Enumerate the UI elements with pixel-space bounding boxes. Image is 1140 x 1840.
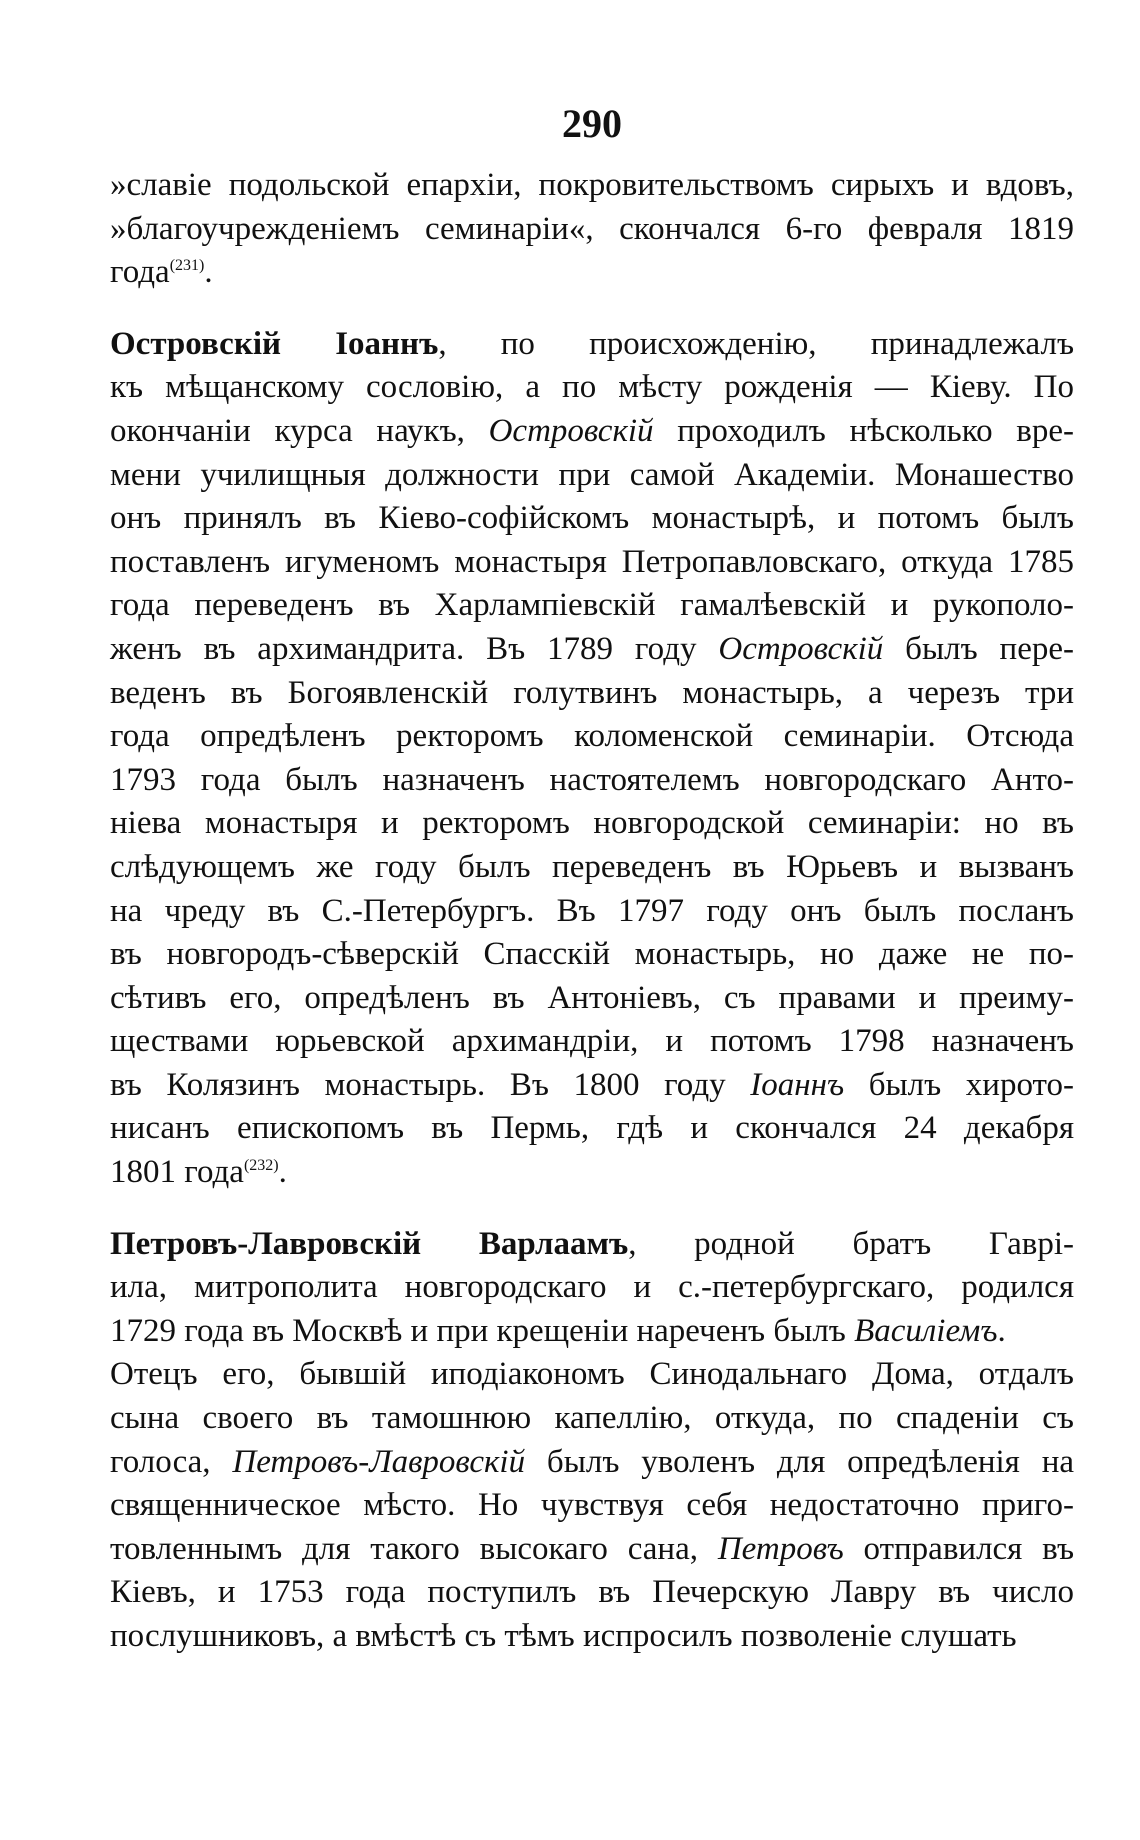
- text-run: »славіе подольской епархіи, покровительствомъ сирыхъ и вдовъ,: [110, 167, 1074, 203]
- italic-name: Василіемъ: [854, 1312, 998, 1349]
- text-run: 1729 года въ Москвѣ и при крещеніи нареченъ былъ: [110, 1312, 855, 1349]
- text-line: [110, 1397, 1074, 1441]
- text-run: женъ въ архимандрита. Въ 1789 году: [110, 630, 719, 667]
- text-line: [110, 323, 1074, 367]
- text-run: Кіевъ, и 1753 года поступилъ въ Печерскую Лавру въ число: [110, 1574, 1074, 1611]
- text-line: [110, 628, 1074, 672]
- entry-heading: Островскій Іоаннъ: [110, 325, 439, 362]
- text-line: [110, 1528, 1074, 1572]
- text-run: былъ хирото-: [844, 1066, 1074, 1103]
- text-run: голоса,: [110, 1443, 233, 1480]
- text-run: .: [997, 1312, 1006, 1349]
- text-line: [110, 846, 1074, 890]
- text-run: года опредѣленъ ректоромъ коломенской семинаріи. Отсюда: [110, 718, 1074, 755]
- text-run: года переведенъ въ Харлампіевскій гамалѣевскій и рукополо-: [110, 587, 1074, 624]
- italic-name: Островскій: [488, 412, 654, 449]
- text-run: сына своего въ тамошнюю капеллію, откуда, по спаденіи съ: [110, 1400, 1074, 1437]
- text-run: , родной братъ Гаврі-: [628, 1225, 1074, 1262]
- paragraph-gap: [110, 1195, 1074, 1223]
- page-number: 290: [562, 101, 622, 146]
- text-line: [110, 1020, 1074, 1064]
- text-line: [110, 1107, 1074, 1151]
- text-line: [110, 164, 1074, 208]
- text-run: товленнымъ для такого высокаго сана,: [110, 1530, 718, 1567]
- text-line: [110, 1064, 1074, 1108]
- text-run: былъ уволенъ для опредѣленія на: [525, 1443, 1075, 1480]
- text-line: [110, 890, 1074, 934]
- text-line: [110, 1571, 1074, 1615]
- text-run: окончаніи курса наукъ,: [110, 412, 489, 449]
- entry-heading: Петровъ-Лавровскій Варлаамъ: [110, 1225, 629, 1262]
- footnote-ref: (232): [243, 1157, 279, 1175]
- body-text: [110, 164, 1074, 1659]
- text-line: [110, 1223, 1074, 1267]
- paragraph: [110, 323, 1074, 1195]
- book-page: [110, 100, 1074, 1659]
- text-line: [110, 584, 1074, 628]
- footnote-ref: (231): [169, 257, 205, 275]
- text-run: мени училищныя должности при самой Академіи. Монашество: [110, 456, 1074, 493]
- text-run: онъ принялъ въ Кіево-софійскомъ монастырѣ, и потомъ былъ: [110, 500, 1074, 537]
- text-line: [110, 454, 1074, 498]
- text-run: 1801 года: [110, 1154, 244, 1191]
- text-line: [110, 1484, 1074, 1528]
- text-run: проходилъ нѣсколько вре-: [653, 412, 1074, 449]
- text-line: [110, 1615, 1074, 1659]
- text-run: 1793 года былъ назначенъ настоятелемъ новгородскаго Анто-: [110, 761, 1074, 798]
- italic-name: Іоаннъ: [750, 1066, 845, 1103]
- text-line: [110, 1151, 1074, 1195]
- text-run: Отецъ его, бывшій иподіакономъ Синодальнаго Дома, отдалъ: [110, 1356, 1074, 1393]
- text-line: [110, 1266, 1074, 1310]
- text-run: года: [110, 254, 170, 291]
- text-line: [110, 410, 1074, 454]
- text-run: отправился въ: [843, 1530, 1075, 1567]
- italic-name: Петровъ: [717, 1530, 844, 1567]
- paragraph: [110, 1223, 1074, 1659]
- text-run: слѣдующемъ же году былъ переведенъ въ Юрьевъ и вызванъ: [110, 848, 1074, 885]
- text-run: , по происхожденію, принадлежалъ: [438, 325, 1075, 362]
- italic-name: Петровъ-Лавровскій: [232, 1443, 526, 1480]
- text-run: .: [278, 1154, 287, 1191]
- text-run: въ новгородъ-сѣверскій Спасскій монастырь, но даже не по-: [110, 936, 1074, 973]
- text-run: ществами юрьевской архимандріи, и потомъ 1798 назначенъ: [110, 1023, 1074, 1060]
- text-line: [110, 251, 1074, 295]
- text-line: [110, 933, 1074, 977]
- text-run: ніева монастыря и ректоромъ новгородской семинаріи: но въ: [110, 805, 1074, 842]
- paragraph-gap: [110, 295, 1074, 323]
- text-line: [110, 366, 1074, 410]
- text-run: былъ пере-: [883, 630, 1074, 667]
- text-run: поставленъ игуменомъ монастыря Петропавловскаго, откуда 1785: [110, 543, 1074, 580]
- text-line: [110, 759, 1074, 803]
- text-run: послушниковъ, а вмѣстѣ съ тѣмъ испросилъ позволеніе слушать: [110, 1618, 1017, 1654]
- text-line: [110, 977, 1074, 1021]
- text-run: нисанъ епископомъ въ Пермь, гдѣ и скончался 24 декабря: [110, 1110, 1074, 1147]
- text-run: веденъ въ Богоявленскій голутвинъ монастырь, а черезъ три: [110, 674, 1074, 711]
- text-line: [110, 497, 1074, 541]
- text-line: [110, 1441, 1074, 1485]
- text-line: [110, 672, 1074, 716]
- text-run: къ мѣщанскому сословію, а по мѣсту рожденія — Кіеву. По: [110, 369, 1074, 406]
- paragraph: [110, 164, 1074, 295]
- text-line: [110, 1353, 1074, 1397]
- italic-name: Островскій: [718, 630, 884, 667]
- text-line: [110, 208, 1074, 252]
- text-line: [110, 541, 1074, 585]
- text-line: [110, 1310, 1074, 1354]
- text-run: »благоучрежденіемъ семинаріи«, скончался 6-го февраля 1819: [110, 210, 1074, 247]
- text-run: священническое мѣсто. Но чувствуя себя недостаточно приго-: [110, 1487, 1074, 1524]
- text-run: .: [204, 254, 213, 291]
- text-line: [110, 802, 1074, 846]
- text-line: [110, 715, 1074, 759]
- text-run: на чреду въ С.-Петербургъ. Въ 1797 году онъ былъ посланъ: [110, 892, 1074, 929]
- text-run: ила, митрополита новгородскаго и с.-петербургскаго, родился: [110, 1269, 1074, 1306]
- text-run: въ Колязинъ монастырь. Въ 1800 году: [110, 1066, 751, 1103]
- text-run: сѣтивъ его, опредѣленъ въ Антоніевъ, съ правами и преиму-: [110, 979, 1074, 1016]
